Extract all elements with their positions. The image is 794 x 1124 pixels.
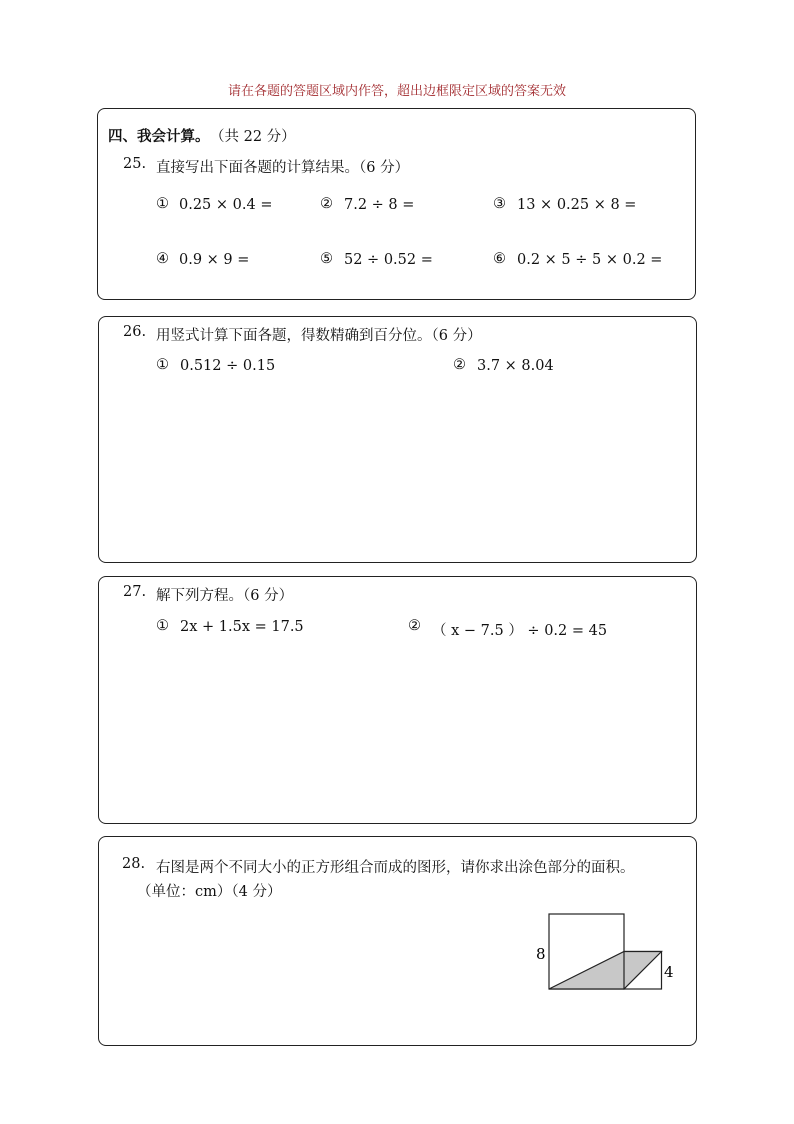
q26-prompt: 用竖式计算下面各题，得数精确到百分位。（6 分） [156, 328, 482, 344]
q25-item-2-expr: 7.2 ÷ 8 = [344, 197, 415, 213]
q25-item-2-mark: ② [320, 196, 333, 212]
q26-item-1-mark: ① [156, 357, 169, 373]
q25-answer-box [97, 108, 696, 300]
q25-item-4-mark: ④ [156, 251, 169, 267]
q27-number: 27. [123, 584, 147, 600]
q25-item-4-expr: 0.9 × 9 = [179, 252, 250, 268]
q26-number: 26. [123, 324, 147, 340]
q27-item-1-expr: 2x + 1.5x = 17.5 [180, 619, 304, 635]
q25-item-6-mark: ⑥ [493, 251, 506, 267]
big-side-label: 8 [536, 945, 546, 963]
q25-item-5-mark: ⑤ [320, 251, 333, 267]
shaded-region [549, 952, 662, 990]
q27-answer-box[interactable] [98, 576, 697, 824]
q26-item-1-expr: 0.512 ÷ 0.15 [180, 358, 276, 374]
q28-prompt: 右图是两个不同大小的正方形组合而成的图形，请你求出涂色部分的面积。 [156, 860, 635, 876]
q28-number: 28. [122, 856, 146, 872]
q28-answer-box[interactable] [98, 836, 697, 1046]
two-squares-figure [527, 909, 674, 999]
q26-item-2-mark: ② [453, 357, 466, 373]
q27-prompt: 解下列方程。（6 分） [156, 588, 294, 604]
q26-answer-box[interactable] [98, 316, 697, 563]
q27-item-2-expr: （ x − 7.5 ） ÷ 0.2 = 45 [432, 623, 608, 639]
answer-area-notice: 请在各题的答题区域内作答，超出边框限定区域的答案无效 [227, 84, 566, 99]
q25-item-5-expr: 52 ÷ 0.52 = [344, 252, 433, 268]
q25-prompt: 直接写出下面各题的计算结果。（6 分） [156, 160, 410, 176]
q25-item-3-mark: ③ [493, 196, 506, 212]
section-title: 四、我会计算。 [108, 128, 210, 145]
q26-item-2-expr: 3.7 × 8.04 [477, 358, 554, 374]
q27-item-2-mark: ② [408, 618, 421, 634]
section-points: （共 22 分） [210, 129, 296, 145]
q25-item-6-expr: 0.2 × 5 ÷ 5 × 0.2 = [517, 252, 663, 268]
q28-unit-note: （单位：cm）（4 分） [137, 884, 282, 900]
q25-item-1-expr: 0.25 × 0.4 = [179, 197, 273, 213]
q25-number: 25. [123, 156, 147, 172]
q27-item-1-mark: ① [156, 618, 169, 634]
q25-item-3-expr: 13 × 0.25 × 8 = [517, 197, 637, 213]
q25-item-1-mark: ① [156, 196, 169, 212]
small-side-label: 4 [664, 963, 674, 981]
